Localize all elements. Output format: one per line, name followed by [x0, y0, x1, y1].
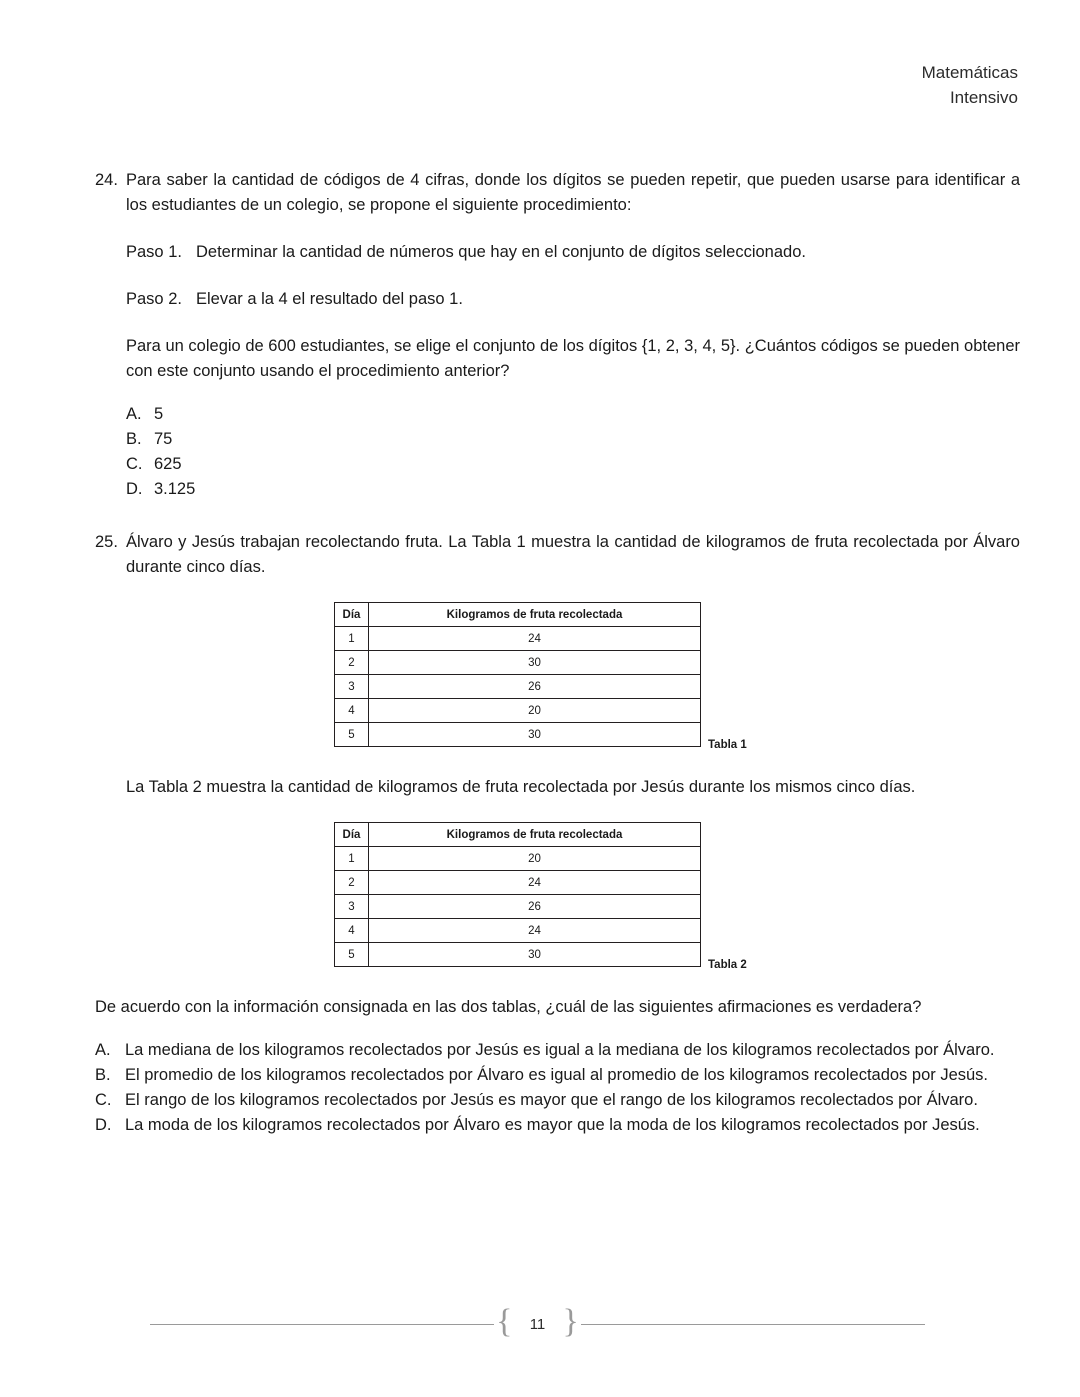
option-letter: A. — [95, 1041, 111, 1059]
option-letter: D. — [95, 1116, 112, 1134]
step-2-text: Elevar a la 4 el resultado del paso 1. — [196, 290, 463, 308]
step-1-text: Determinar la cantidad de números que hay en el conjunto de dígitos seleccionado. — [196, 243, 806, 261]
option-letter: C. — [95, 1091, 112, 1109]
option-text: El promedio de los kilogramos recolectados por Álvaro es igual al promedio de los kilogramos recolectados por Jesús. — [125, 1066, 989, 1084]
option-letter: A. — [126, 405, 142, 423]
page-number: 11 — [529, 1315, 546, 1333]
footer-rule-left — [150, 1324, 494, 1325]
question-24-step-1 — [126, 240, 1020, 265]
cell-kg: 24 — [369, 919, 701, 943]
tabla-2-wrapper — [334, 822, 747, 971]
question-24 — [95, 168, 1020, 502]
question-24-prompt: Para un colegio de 600 estudiantes, se elige el conjunto de los dígitos {1, 2, 3, 4, 5}. ¿Cuántos códigos se pueden obtener con este conjunto usando el procedimiento anterior? — [126, 337, 1020, 380]
table-row — [335, 895, 701, 919]
cell-dia: 3 — [335, 675, 369, 699]
column-header-dia: Día — [335, 603, 369, 627]
table-row — [335, 699, 701, 723]
table-header-row — [335, 823, 701, 847]
question-25-intro-tabla-2: La Tabla 2 muestra la cantidad de kilogramos de fruta recolectada por Jesús durante los mismos cinco días. — [126, 778, 916, 796]
cell-dia: 1 — [335, 847, 369, 871]
page-header — [922, 60, 1018, 110]
cell-kg: 30 — [369, 651, 701, 675]
cell-dia: 1 — [335, 627, 369, 651]
column-header-kilogramos: Kilogramos de fruta recolectada — [369, 603, 701, 627]
question-24-number: 24. — [95, 171, 118, 189]
question-24-stem: Para saber la cantidad de códigos de 4 cifras, donde los dígitos se pueden repetir, que pueden usarse para identificar a los estudiantes de un colegio, se propone el siguiente procedimiento: — [126, 171, 1020, 214]
intro-body — [126, 775, 1020, 800]
question-24-step-2 — [126, 287, 1020, 312]
table-row — [335, 675, 701, 699]
footer-inner — [150, 1303, 925, 1341]
cell-kg: 24 — [369, 871, 701, 895]
question-25-option-b[interactable] — [95, 1063, 1020, 1088]
tabla-1-caption: Tabla 1 — [708, 739, 747, 751]
tabla-2 — [334, 822, 701, 967]
question-25-option-d[interactable] — [95, 1113, 1020, 1138]
table-header-row — [335, 603, 701, 627]
column-header-kilogramos: Kilogramos de fruta recolectada — [369, 823, 701, 847]
table-row — [335, 943, 701, 967]
option-text: 75 — [154, 430, 173, 448]
cell-dia: 4 — [335, 699, 369, 723]
tabla-2-caption: Tabla 2 — [708, 959, 747, 971]
question-25-body — [126, 530, 1020, 580]
cell-kg: 26 — [369, 675, 701, 699]
option-text: 3.125 — [154, 480, 196, 498]
cell-kg: 20 — [369, 699, 701, 723]
option-letter: C. — [126, 455, 143, 473]
question-25-option-c[interactable] — [95, 1088, 1020, 1113]
question-25-option-a[interactable] — [95, 1038, 1020, 1063]
cell-kg: 24 — [369, 627, 701, 651]
cell-dia: 5 — [335, 943, 369, 967]
option-text: 625 — [154, 455, 182, 473]
question-24-option-b[interactable] — [126, 427, 1020, 452]
table-row — [335, 627, 701, 651]
brace-right-icon: } — [562, 1303, 579, 1340]
question-25-options — [95, 1038, 1020, 1138]
option-letter: D. — [126, 480, 143, 498]
tabla-1-wrapper — [334, 602, 747, 751]
cell-dia: 3 — [335, 895, 369, 919]
question-25-intro-tabla-2-row — [95, 775, 1020, 800]
table-row — [335, 871, 701, 895]
cell-kg: 20 — [369, 847, 701, 871]
page-footer — [0, 1293, 1080, 1353]
option-text: La moda de los kilogramos recolectados por Álvaro es mayor que la moda de los kilogramos recolectados por Jesús. — [125, 1116, 980, 1134]
table-row — [335, 919, 701, 943]
table-row — [335, 847, 701, 871]
option-text: El rango de los kilogramos recolectados por Jesús es mayor que el rango de los kilogramos recolectados por Álvaro. — [125, 1091, 978, 1109]
step-1-label: Paso 1. — [126, 243, 182, 261]
header-subject: Matemáticas — [921, 63, 1018, 82]
question-25-prompt: De acuerdo con la información consignada en las dos tablas, ¿cuál de las siguientes afirmaciones es verdadera? — [95, 998, 922, 1016]
question-24-option-c[interactable] — [126, 452, 1020, 477]
step-2-label: Paso 2. — [126, 290, 182, 308]
option-text: La mediana de los kilogramos recolectados por Jesús es igual a la mediana de los kilogramos recolectados por Álvaro. — [125, 1041, 995, 1059]
cell-dia: 2 — [335, 651, 369, 675]
tabla-1 — [334, 602, 701, 747]
question-24-body — [126, 168, 1020, 502]
option-letter: B. — [95, 1066, 111, 1084]
cell-dia: 4 — [335, 919, 369, 943]
page-content — [95, 168, 1020, 1138]
question-24-option-a[interactable] — [126, 402, 1020, 427]
cell-dia: 5 — [335, 723, 369, 747]
cell-kg: 30 — [369, 723, 701, 747]
header-program: Intensivo — [949, 88, 1018, 107]
question-24-options — [126, 402, 1020, 502]
question-25-stem: Álvaro y Jesús trabajan recolectando fruta. La Tabla 1 muestra la cantidad de kilogramos de fruta recolectada por Álvaro durante cinco días. — [126, 533, 1020, 576]
table-row — [335, 651, 701, 675]
option-letter: B. — [126, 430, 142, 448]
column-header-dia: Día — [335, 823, 369, 847]
cell-kg: 26 — [369, 895, 701, 919]
question-25 — [95, 530, 1020, 580]
table-row — [335, 723, 701, 747]
question-24-option-d[interactable] — [126, 477, 1020, 502]
footer-rule-right — [581, 1324, 925, 1325]
cell-dia: 2 — [335, 871, 369, 895]
brace-left-icon: { — [496, 1303, 513, 1340]
cell-kg: 30 — [369, 943, 701, 967]
option-text: 5 — [154, 405, 164, 423]
question-25-number: 25. — [95, 533, 118, 551]
